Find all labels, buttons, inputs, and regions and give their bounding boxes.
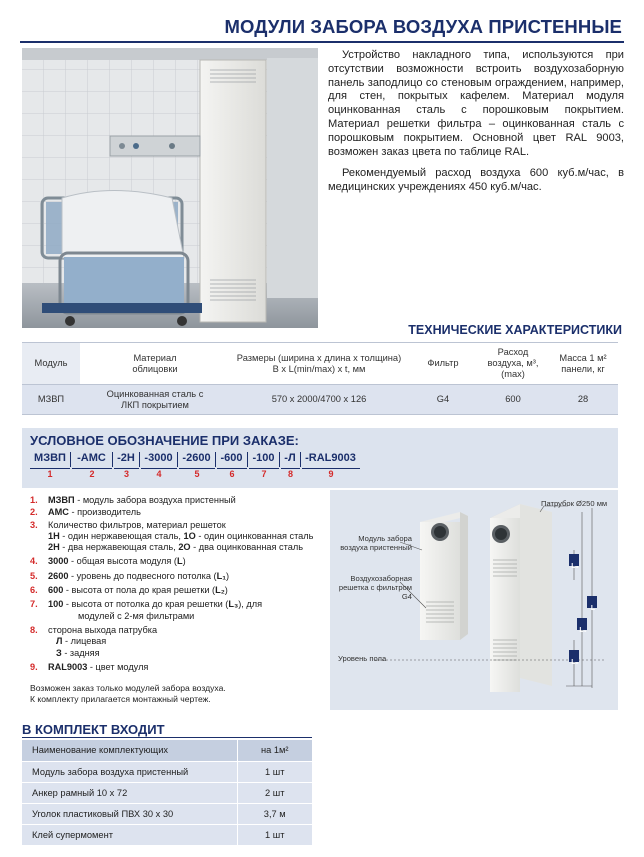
table-cell: 570 х 2000/4700 х 126 — [230, 385, 408, 415]
table-header-text: Расход воздуха, м³, (max) — [487, 347, 539, 379]
dim-label-l: L — [590, 605, 596, 612]
list-item — [30, 662, 330, 673]
order-code-part: -Л — [279, 452, 300, 467]
list-item-text: ) — [182, 556, 186, 567]
list-item-code: АМС — [48, 507, 69, 518]
list-item-code: 2Н — [48, 542, 60, 553]
list-item — [30, 507, 330, 518]
list-item-text: - высота от потолка до края решетки ( — [63, 599, 229, 610]
list-item-number: 7. — [30, 599, 38, 610]
installation-diagram — [330, 490, 618, 710]
module-label: Модуль забора воздуха пристенный — [340, 534, 412, 552]
table-row — [22, 385, 618, 415]
order-code-number: 7 — [249, 468, 279, 480]
list-item-text: ) — [226, 570, 230, 581]
list-item-number: 8. — [30, 624, 38, 635]
list-item-text: Количество фильтров, материал решеток — [48, 519, 226, 530]
table-header-text: Размеры (ширина х длина х толщина) В х L(min/max) х t, мм — [236, 352, 402, 374]
table-cell: G4 — [408, 385, 478, 415]
order-code-part: -RAL9003 — [300, 452, 360, 467]
order-code-part: -3000 — [139, 452, 177, 467]
intro-paragraph: Рекомендуемый расход воздуха 600 куб.м/час, в медицинских учреждениях 450 куб.м/час. — [328, 167, 624, 194]
list-item — [30, 585, 330, 596]
list-item-code: L — [176, 556, 183, 567]
list-item — [30, 495, 330, 506]
list-item-code: 3000 — [48, 556, 69, 567]
list-item-code: 600 — [48, 585, 64, 596]
tech-specs-table — [22, 342, 618, 415]
list-item-text: - два оцинкованная сталь — [190, 542, 303, 553]
table-cell — [80, 385, 230, 415]
table-cell: Модуль забора воздуха пристенный — [22, 761, 237, 782]
nozzle-label: Патрубок Ø250 мм — [541, 499, 608, 508]
order-code-title: УСЛОВНОЕ ОБОЗНАЧЕНИЕ ПРИ ЗАКАЗЕ: — [30, 433, 299, 448]
list-item-code: L₃ — [228, 599, 239, 610]
kit-table — [22, 740, 312, 846]
list-item-text: - высота от пола до края решетки ( — [63, 585, 216, 596]
kit-title: В КОМПЛЕКТ ВХОДИТ — [22, 722, 165, 737]
room-photo-illustration — [22, 48, 318, 328]
table-cell: 1 шт — [237, 761, 312, 782]
table-header — [548, 343, 618, 385]
list-item — [30, 556, 330, 567]
intro-paragraph: Устройство накладного типа, используются при отсутствии возможности встроить воздухозаборную панель заподлицо со стеновым ограждением, например, для стен, покрытых кафелем. Материал модуля оцинкованная сталь с порошковым покрытием. Материал решетки фильтра – оцинкованная сталь с порошковым покрытием. Основной цвет RAL 9003, возможен заказ цвета по таблице RAL. — [328, 49, 624, 158]
table-header-text: Материал облицовки — [132, 352, 178, 374]
grille-label: Воздухозаборная решетка с фильтром G4 — [338, 574, 412, 601]
list-item-text: - производитель — [68, 507, 141, 518]
table-cell: Уголок пластиковый ПВХ 30 х 30 — [22, 803, 237, 824]
list-item-text: - один оцинкованная сталь — [195, 530, 314, 541]
order-code-part: -2Н — [112, 452, 139, 467]
table-cell: 600 — [478, 385, 548, 415]
table-header — [230, 343, 408, 385]
list-item-number: 1. — [30, 495, 38, 505]
order-code-legend — [30, 495, 330, 673]
table-cell: 28 — [548, 385, 618, 415]
list-item-text: ), для — [238, 599, 263, 610]
list-item-code: 100 — [48, 599, 64, 610]
list-item-code: 1Н — [48, 530, 60, 541]
list-item-code: Л — [56, 636, 63, 647]
order-code-number: 1 — [30, 468, 70, 480]
order-code-number: 4 — [141, 468, 177, 480]
list-item-text: - уровень до подвесного потолка ( — [68, 570, 217, 581]
list-item-code: L₁ — [216, 570, 226, 581]
note-line: К комплекту прилагается монтажный чертеж. — [30, 694, 211, 704]
list-item-code: МЗВП — [48, 495, 75, 505]
table-cell: Анкер рамный 10 х 72 — [22, 782, 237, 803]
table-header: Наименование комплектующих — [22, 740, 237, 761]
list-item-text: ) — [224, 585, 228, 596]
order-code-number: 5 — [179, 468, 215, 480]
list-item-text: - цвет модуля — [87, 661, 149, 672]
table-row — [22, 803, 312, 824]
order-code-panel — [22, 428, 618, 488]
table-cell: 3,7 м — [237, 803, 312, 824]
table-row — [22, 761, 312, 782]
list-item-code: З — [56, 647, 62, 658]
page-title: МОДУЛИ ЗАБОРА ВОЗДУХА ПРИСТЕННЫЕ — [224, 16, 622, 37]
list-item-text: модулей с 2-мя фильтрами — [78, 610, 195, 621]
list-item-text: - один нержавеющая сталь, — [59, 530, 184, 541]
list-item-number: 3. — [30, 519, 38, 530]
table-header: Модуль — [22, 343, 80, 385]
list-item — [30, 599, 330, 622]
table-header — [80, 343, 230, 385]
list-item-text: сторона выхода патрубка — [48, 624, 158, 635]
tech-specs-title: ТЕХНИЧЕСКИЕ ХАРАКТЕРИСТИКИ — [408, 323, 622, 337]
table-header: Фильтр — [408, 343, 478, 385]
table-row — [22, 824, 312, 845]
list-item-text: - два нержавеющая сталь, — [59, 542, 179, 553]
list-item-number: 6. — [30, 585, 38, 596]
list-item-number: 2. — [30, 507, 38, 518]
order-note — [30, 683, 330, 705]
table-cell-text: Оцинкованная сталь с ЛКП покрытием — [106, 388, 204, 410]
list-item-text: - лицевая — [62, 636, 107, 647]
order-code-part: -100 — [247, 452, 279, 467]
list-item-code: 2О — [178, 542, 191, 553]
room-photo — [22, 48, 318, 328]
list-item-number: 5. — [30, 570, 38, 581]
table-header-row — [22, 740, 312, 761]
list-item-number: 9. — [30, 661, 38, 672]
table-header-row — [22, 343, 618, 385]
module-unit-large — [490, 504, 552, 692]
table-header: на 1м² — [237, 740, 312, 761]
order-code-part: МЗВП — [34, 452, 66, 464]
kit-rule — [22, 737, 312, 738]
dim-label-l3: L₃ — [571, 563, 579, 570]
title-rule — [20, 41, 624, 43]
list-item — [30, 625, 330, 659]
list-item-number: 4. — [30, 556, 38, 567]
list-item-code: L₂ — [215, 585, 225, 596]
list-item-text: - модуль забора воздуха пристенный — [74, 495, 236, 505]
order-code-number: 8 — [281, 468, 300, 480]
order-code-number: 2 — [72, 468, 112, 480]
list-item — [30, 571, 330, 582]
order-code-number: 6 — [217, 468, 247, 480]
list-item-code: RAL9003 — [48, 661, 88, 672]
list-item-text: - общая высота модуля ( — [68, 556, 177, 567]
table-cell: 1 шт — [237, 824, 312, 845]
order-code-number: 3 — [114, 468, 139, 480]
table-cell: 2 шт — [237, 782, 312, 803]
intro-text — [328, 49, 624, 203]
floor-label: Уровень пола — [338, 654, 387, 663]
table-header-text: Масса 1 м² панели, кг — [559, 352, 607, 374]
order-code-part: -АМС — [70, 452, 112, 467]
list-item-code: 2600 — [48, 570, 69, 581]
list-item — [30, 520, 330, 554]
dim-label-l2: L₂ — [571, 659, 579, 666]
list-item-text: - задняя — [61, 647, 100, 658]
list-item-code: 1О — [183, 530, 196, 541]
note-line: Возможен заказ только модулей забора воздуха. — [30, 683, 226, 693]
table-cell: МЗВП — [22, 385, 80, 415]
order-code-number: 9 — [302, 468, 360, 480]
table-row — [22, 782, 312, 803]
module-unit-small — [420, 512, 468, 640]
table-cell: Клей супермомент — [22, 824, 237, 845]
table-header — [478, 343, 548, 385]
order-code-part: -600 — [215, 452, 247, 467]
dim-label-l1: L₁ — [579, 627, 587, 634]
order-code-part: -2600 — [177, 452, 215, 467]
